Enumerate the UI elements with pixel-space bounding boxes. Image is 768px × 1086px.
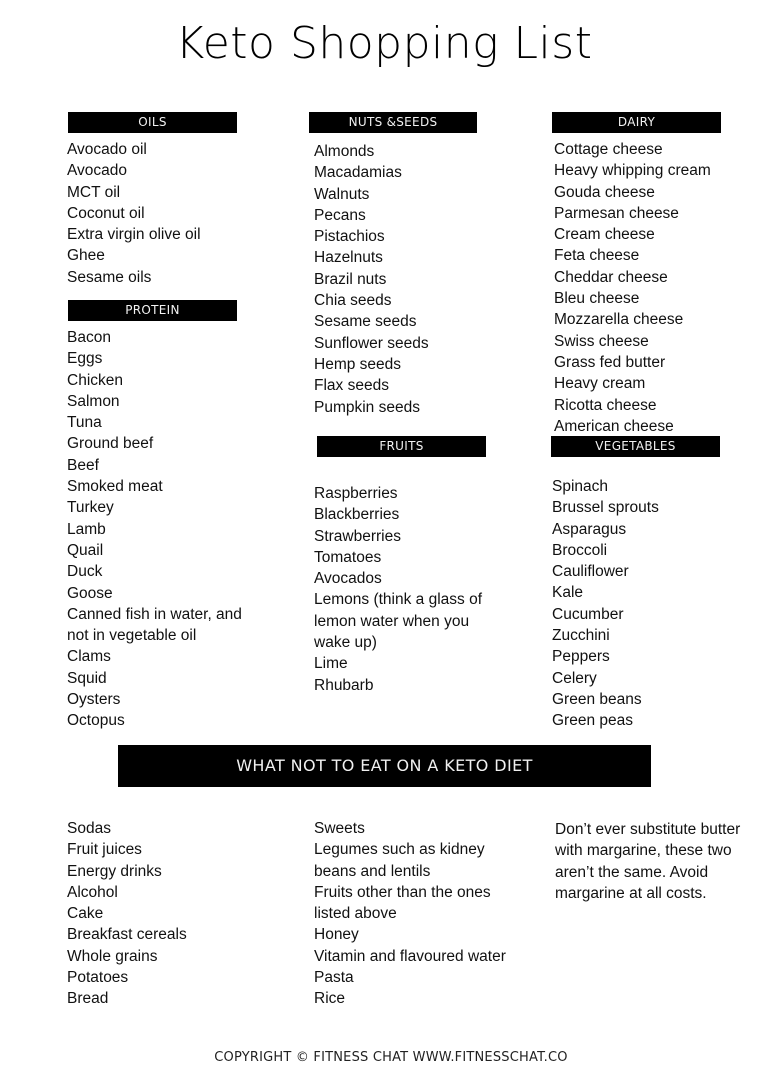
list-item: Green peas — [552, 712, 633, 730]
list-item: Sweets — [314, 820, 365, 837]
list-item: wake up) — [314, 634, 377, 652]
list-item: American cheese — [554, 417, 674, 435]
list-item: Beef — [67, 456, 99, 474]
list-item: Heavy whipping cream — [554, 162, 711, 180]
list-item: lemon water when you — [314, 612, 470, 630]
list-item: Spinach — [552, 478, 609, 495]
list-item: Sunflower seeds — [314, 334, 429, 352]
list-item: Gouda cheese — [554, 183, 655, 201]
list-item: Turkey — [67, 499, 114, 517]
section-header-oils: OILS — [68, 112, 237, 133]
list-item: Heavy cream — [554, 375, 646, 393]
list-item: Kale — [552, 584, 584, 602]
list-item: Honey — [314, 926, 359, 944]
list-item: Breakfast cereals — [67, 926, 187, 944]
list-item: Brazil nuts — [314, 270, 387, 288]
list-item: Bread — [67, 990, 109, 1008]
list-item: Raspberries — [314, 485, 398, 502]
list-item: Strawberries — [314, 527, 401, 545]
list-item: Avocados — [314, 570, 382, 588]
list-item: Whole grains — [67, 947, 158, 965]
section-header-dairy: DAIRY — [552, 112, 721, 133]
list-item: Hazelnuts — [314, 249, 383, 267]
list-item: Salmon — [67, 392, 120, 410]
list-protein — [67, 327, 242, 732]
section-header-vegetables: VEGETABLES — [551, 436, 720, 457]
list-item: Blackberries — [314, 506, 400, 524]
list-item: Sesame seeds — [314, 313, 417, 331]
list-item: Alcohol — [67, 883, 118, 901]
list-item: Extra virgin olive oil — [67, 226, 201, 244]
list-item: Tuna — [67, 414, 102, 432]
list-item: Lamb — [67, 520, 106, 538]
list-item: Quail — [67, 541, 104, 559]
list-item: Pumpkin seeds — [314, 398, 420, 416]
list-item: Potatoes — [67, 969, 129, 987]
list-item: not in vegetable oil — [67, 627, 197, 645]
list-item: Tomatoes — [314, 548, 382, 566]
list-item: Grass fed butter — [554, 353, 666, 371]
list-item: Rhubarb — [314, 676, 374, 694]
list-item: Goose — [67, 584, 113, 602]
margarine-note: Don’t ever substitute butter with margarine, these two aren’t the same. Avoid margarine at all costs. — [555, 821, 741, 902]
list-item: Bleu cheese — [554, 290, 640, 308]
list-item: Ricotta cheese — [554, 396, 657, 414]
list-item: Cheddar cheese — [554, 268, 668, 286]
list-item: MCT oil — [67, 183, 121, 201]
list-item: Zucchini — [552, 627, 610, 645]
section-header-protein: PROTEIN — [68, 300, 237, 321]
list-item: Lime — [314, 655, 348, 673]
avoid-section-header: WHAT NOT TO EAT ON A KETO DIET — [118, 745, 651, 787]
list-item: Asparagus — [552, 520, 627, 538]
list-item: Lemons (think a glass of — [314, 591, 483, 609]
list-item: Duck — [67, 563, 103, 581]
list-item: Swiss cheese — [554, 332, 649, 350]
list-avoid-col2 — [314, 818, 506, 1010]
list-item: Brussel sprouts — [552, 499, 659, 517]
list-nuts-seeds — [314, 141, 429, 418]
list-item: Legumes such as kidney — [314, 841, 485, 859]
list-item: Sodas — [67, 820, 111, 837]
list-item: Cream cheese — [554, 226, 655, 244]
list-avoid-col1 — [67, 818, 187, 1010]
list-item: Chia seeds — [314, 292, 392, 310]
list-item: Cottage cheese — [554, 141, 663, 158]
list-item: Sesame oils — [67, 268, 152, 286]
list-item: Broccoli — [552, 541, 608, 559]
copyright-footer: COPYRIGHT © FITNESS CHAT WWW.FITNESSCHAT.CO — [214, 1050, 568, 1065]
list-item: Walnuts — [314, 185, 370, 203]
list-item: listed above — [314, 905, 397, 923]
list-item: Oysters — [67, 691, 121, 709]
list-item: Pecans — [314, 206, 366, 224]
list-item: Vitamin and flavoured water — [314, 947, 506, 965]
list-item: Pistachios — [314, 228, 385, 246]
list-oils — [67, 139, 201, 288]
list-item: beans and lentils — [314, 862, 431, 880]
list-item: Peppers — [552, 648, 610, 666]
list-item: Cauliflower — [552, 563, 629, 581]
list-item: Fruits other than the ones — [314, 883, 491, 901]
list-vegetables — [552, 476, 659, 732]
list-item: Feta cheese — [554, 247, 640, 265]
list-item: Canned fish in water, and — [67, 605, 242, 623]
list-item: Squid — [67, 669, 107, 687]
list-item: Macadamias — [314, 164, 402, 182]
list-item: Green beans — [552, 690, 642, 708]
list-item: Celery — [552, 669, 597, 687]
list-item: Clams — [67, 648, 111, 666]
page-title: Keto Shopping List — [175, 18, 593, 69]
list-item: Bacon — [67, 329, 111, 346]
list-item: Chicken — [67, 371, 123, 389]
list-item: Mozzarella cheese — [554, 311, 684, 329]
list-item: Ghee — [67, 247, 105, 265]
section-header-fruits: FRUITS — [317, 436, 486, 457]
list-item: Fruit juices — [67, 841, 142, 859]
list-item: Rice — [314, 990, 346, 1008]
list-item: Eggs — [67, 350, 103, 368]
list-item: Coconut oil — [67, 204, 145, 222]
list-item: Almonds — [314, 143, 375, 160]
list-item: Energy drinks — [67, 862, 162, 880]
section-header-nuts-seeds: NUTS &SEEDS — [309, 112, 477, 133]
list-item: Ground beef — [67, 435, 154, 453]
list-item: Hemp seeds — [314, 355, 402, 373]
list-item: Flax seeds — [314, 377, 389, 395]
list-fruits — [314, 483, 482, 696]
list-item: Octopus — [67, 712, 125, 730]
list-item: Avocado — [67, 162, 128, 180]
list-item: Cucumber — [552, 605, 624, 623]
list-item: Pasta — [314, 969, 354, 987]
list-item: Avocado oil — [67, 141, 147, 158]
list-item: Cake — [67, 905, 104, 923]
list-item: Parmesan cheese — [554, 204, 679, 222]
list-dairy — [554, 139, 711, 437]
list-item: Smoked meat — [67, 478, 163, 496]
